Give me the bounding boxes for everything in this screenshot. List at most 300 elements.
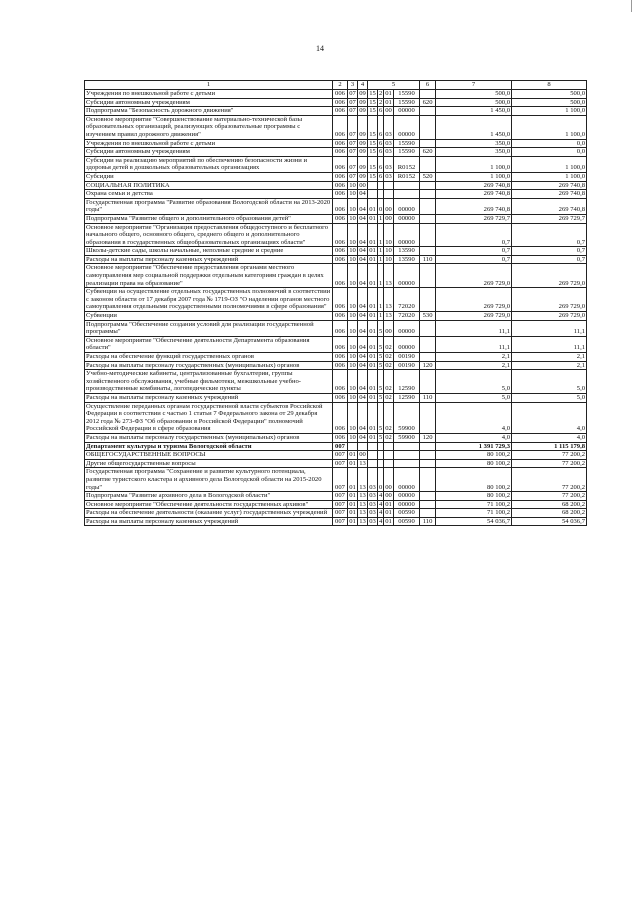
row-sum-2019: 77 200,2: [512, 451, 587, 460]
row-sum-2018: 269 729,0: [436, 264, 512, 288]
row-activity-code: 03: [384, 115, 394, 139]
row-subprogram-code: 5: [379, 353, 383, 360]
table-row: [85, 264, 587, 288]
row-program-code: 01: [368, 288, 378, 312]
table-row: [85, 139, 587, 148]
row-ministry-code: 007: [333, 468, 348, 492]
table-row: [85, 255, 587, 264]
row-activity-code: 13: [385, 312, 392, 320]
row-type-code: [420, 336, 436, 352]
row-program-code: 15: [369, 98, 376, 106]
row-type-code: [420, 442, 436, 451]
table-row: [85, 214, 587, 223]
row-type-code: [420, 247, 436, 256]
row-sum-2018: 1 450,0: [436, 115, 512, 139]
row-subsection-code: 13: [359, 492, 366, 500]
row-description: Субсидии на реализацию мероприятий по обеспечению безопасности жизни и здоровья детей в дошкольных образовательных организациях: [85, 156, 333, 172]
table-row: [85, 156, 587, 172]
row-ministry-code: 006: [333, 98, 348, 107]
row-activity-code: 00: [385, 107, 392, 115]
row-program-code: 01: [369, 214, 376, 222]
row-section-code: 07: [349, 98, 356, 106]
row-ministry-code: 006: [333, 264, 348, 288]
row-ministry-code: 007: [333, 517, 348, 526]
row-activity-code: 00: [384, 320, 394, 336]
row-program-code: [368, 442, 378, 451]
row-sum-2019: 269 729,7: [512, 214, 587, 223]
table-row: [85, 492, 587, 501]
row-subsection-code: 13: [359, 500, 366, 508]
row-program-code: [368, 190, 378, 199]
row-expense-code: 00000: [394, 336, 420, 352]
row-type-code: 620: [420, 98, 436, 107]
row-activity-code: 03: [385, 139, 392, 147]
row-section-code: 01: [348, 468, 358, 492]
row-expense-code: 13590: [394, 255, 420, 264]
row-description: Основное мероприятие "Обеспечение деятельности государственных архивов": [85, 500, 333, 509]
row-program-code: 15: [369, 139, 376, 147]
row-ministry-code: 006: [333, 156, 348, 172]
row-subprogram-code: 1: [378, 223, 384, 247]
row-ministry-code: 006: [333, 255, 348, 264]
row-program-code: 03: [369, 500, 376, 508]
row-activity-code: 02: [384, 370, 394, 394]
row-expense-code: [394, 459, 420, 468]
row-subprogram-code: 5: [378, 370, 384, 394]
row-sum-2019: 0,7: [512, 255, 587, 264]
row-activity-code: 02: [385, 393, 392, 401]
row-sum-2018: 80 100,2: [436, 451, 512, 460]
table-row: [85, 223, 587, 247]
row-ministry-code: 006: [333, 312, 348, 321]
row-sum-2018: 54 036,7: [436, 517, 512, 526]
row-description: Расходы на выплаты персоналу казенных учреждений: [85, 255, 333, 264]
row-activity-code: 01: [385, 509, 392, 517]
table-row: [85, 198, 587, 214]
row-sum-2018: 11,1: [436, 336, 512, 352]
row-sum-2019: 269 729,0: [512, 264, 587, 288]
row-expense-code: 00000: [394, 214, 420, 223]
row-subsection-code: 13: [359, 509, 366, 517]
row-sum-2018: 5,0: [436, 370, 512, 394]
row-subprogram-code: 6: [378, 156, 384, 172]
row-program-code: 15: [368, 115, 378, 139]
row-subsection-code: 04: [359, 433, 366, 441]
row-sum-2019: 269 740,8: [512, 198, 587, 214]
row-section-code: 10: [349, 393, 356, 401]
row-sum-2018: 269 740,8: [436, 181, 512, 190]
row-sum-2018: 0,7: [436, 223, 512, 247]
row-expense-code: 00000: [394, 320, 420, 336]
row-description: Департамент культуры и туризма Вологодской области: [85, 442, 333, 451]
row-subprogram-code: 6: [379, 172, 383, 180]
row-sum-2018: 269 740,8: [436, 198, 512, 214]
row-type-code: [420, 500, 436, 509]
row-section-code: 10: [349, 312, 356, 320]
row-subprogram-code: 6: [378, 115, 384, 139]
row-section-code: 10: [348, 198, 358, 214]
row-expense-code: 15590: [394, 148, 420, 157]
row-description: Учреждения по внешкольной работе с детьми: [85, 139, 333, 148]
row-program-code: 01: [368, 402, 378, 433]
row-ministry-code: 006: [333, 139, 348, 148]
row-subsection-code: 04: [358, 288, 368, 312]
row-expense-code: [394, 181, 420, 190]
row-expense-code: 00000: [394, 115, 420, 139]
header-cell: 1: [85, 81, 333, 90]
row-subprogram-code: 1: [379, 312, 383, 320]
row-program-code: 03: [369, 517, 376, 525]
row-sum-2018: 80 100,2: [436, 468, 512, 492]
row-program-code: 15: [369, 148, 376, 156]
row-subsection-code: 04: [359, 247, 366, 255]
row-sum-2018: 5,0: [436, 393, 512, 402]
row-program-code: 01: [368, 370, 378, 394]
row-sum-2018: 1 450,0: [436, 107, 512, 116]
row-sum-2018: 11,1: [436, 320, 512, 336]
row-section-code: 01: [349, 500, 356, 508]
row-sum-2019: 1 100,0: [512, 107, 587, 116]
row-sum-2018: 0,7: [436, 247, 512, 256]
row-type-code: [420, 107, 436, 116]
row-sum-2018: 1 100,0: [436, 156, 512, 172]
row-description: Школы-детские сады, школы начальные, неполные средние и средние: [85, 247, 333, 256]
row-program-code: 03: [369, 492, 376, 500]
row-description: Учреждения по внешкольной работе с детьми: [85, 90, 333, 99]
row-type-code: [420, 139, 436, 148]
row-type-code: [420, 181, 436, 190]
row-description: Подпрограмма "Безопасность дорожного движения": [85, 107, 333, 116]
row-activity-code: 00: [384, 198, 394, 214]
row-section-code: 10: [349, 255, 356, 263]
row-type-code: [420, 509, 436, 518]
row-sum-2019: 0,7: [512, 223, 587, 247]
row-ministry-code: 006: [333, 190, 348, 199]
row-subprogram-code: 6: [379, 139, 383, 147]
row-activity-code: 03: [384, 156, 394, 172]
row-activity-code: [384, 459, 394, 468]
row-activity-code: 10: [385, 247, 392, 255]
row-activity-code: 10: [385, 255, 392, 263]
row-expense-code: 72020: [394, 288, 420, 312]
row-sum-2018: 269 740,8: [436, 190, 512, 199]
row-type-code: [420, 90, 436, 99]
row-subprogram-code: 1: [378, 288, 384, 312]
row-sum-2019: 77 200,2: [512, 492, 587, 501]
row-expense-code: R0152: [394, 172, 420, 181]
row-expense-code: 00000: [394, 264, 420, 288]
row-type-code: 120: [420, 433, 436, 442]
row-type-code: [420, 468, 436, 492]
header-cell: 8: [512, 81, 587, 90]
row-sum-2018: 0,7: [436, 255, 512, 264]
row-section-code: 10: [349, 190, 356, 198]
row-subsection-code: 04: [358, 198, 368, 214]
row-sum-2018: 500,0: [436, 98, 512, 107]
row-subprogram-code: 1: [379, 214, 383, 222]
row-expense-code: 15590: [394, 98, 420, 107]
row-expense-code: 00000: [394, 223, 420, 247]
row-subprogram-code: 5: [379, 393, 383, 401]
row-ministry-code: 007: [333, 492, 348, 501]
row-sum-2018: 4,0: [436, 402, 512, 433]
row-sum-2018: 2,1: [436, 353, 512, 362]
table-row: [85, 115, 587, 139]
row-subsection-code: 09: [358, 115, 368, 139]
row-type-code: [420, 320, 436, 336]
row-sum-2019: 0,0: [512, 148, 587, 157]
row-sum-2019: 54 036,7: [512, 517, 587, 526]
row-subprogram-code: 5: [379, 361, 383, 369]
row-subsection-code: [358, 442, 368, 451]
row-subsection-code: 13: [359, 517, 366, 525]
row-type-code: [420, 223, 436, 247]
row-subsection-code: 09: [358, 156, 368, 172]
budget-table: [84, 80, 587, 526]
row-activity-code: 13: [384, 264, 394, 288]
row-type-code: 120: [420, 361, 436, 370]
row-subsection-code: 04: [358, 320, 368, 336]
row-ministry-code: 006: [333, 402, 348, 433]
row-ministry-code: 006: [333, 393, 348, 402]
row-description: Подпрограмма "Развитие общего и дополнительного образования детей": [85, 214, 333, 223]
row-description: СОЦИАЛЬНАЯ ПОЛИТИКА: [85, 181, 333, 190]
row-sum-2019: 1 100,0: [512, 115, 587, 139]
row-sum-2019: 269 740,8: [512, 181, 587, 190]
table-row: [85, 336, 587, 352]
row-activity-code: 13: [384, 288, 394, 312]
header-cell: 3: [348, 81, 358, 90]
row-expense-code: 00190: [394, 361, 420, 370]
row-subprogram-code: 5: [378, 320, 384, 336]
table-row: [85, 361, 587, 370]
row-sum-2019: 68 200,2: [512, 500, 587, 509]
row-description: Подпрограмма "Развитие архивного дела в Вологодской области": [85, 492, 333, 501]
row-expense-code: 00000: [394, 468, 420, 492]
row-expense-code: 00590: [394, 509, 420, 518]
row-type-code: [420, 402, 436, 433]
row-section-code: 07: [349, 148, 356, 156]
table-row: [85, 459, 587, 468]
row-description: Расходы на обеспечение деятельности (оказание услуг) государственных учреждений: [85, 509, 333, 518]
row-expense-code: [394, 442, 420, 451]
row-type-code: 110: [420, 393, 436, 402]
row-subsection-code: 04: [359, 312, 366, 320]
row-program-code: 01: [369, 255, 376, 263]
row-sum-2019: 269 740,8: [512, 190, 587, 199]
row-program-code: 01: [368, 336, 378, 352]
row-type-code: 530: [420, 312, 436, 321]
row-section-code: 01: [349, 492, 356, 500]
table-row: [85, 517, 587, 526]
row-expense-code: 00000: [394, 500, 420, 509]
row-sum-2019: 4,0: [512, 433, 587, 442]
row-subsection-code: 04: [359, 393, 366, 401]
row-type-code: [420, 288, 436, 312]
row-program-code: 15: [369, 107, 376, 115]
table-row: [85, 433, 587, 442]
row-type-code: 620: [420, 148, 436, 157]
row-subsection-code: 04: [358, 223, 368, 247]
page-edge-mark: [631, 0, 632, 12]
row-subprogram-code: 2: [379, 90, 383, 97]
row-subsection-code: 04: [358, 402, 368, 433]
row-expense-code: [394, 190, 420, 199]
row-expense-code: 00000: [394, 107, 420, 116]
row-ministry-code: 006: [333, 172, 348, 181]
table-row: [85, 172, 587, 181]
row-section-code: 01: [349, 517, 356, 525]
row-activity-code: 03: [385, 172, 392, 180]
row-expense-code: 13590: [394, 247, 420, 256]
row-expense-code: 00000: [394, 492, 420, 501]
row-ministry-code: 006: [333, 198, 348, 214]
row-program-code: [368, 181, 378, 190]
row-activity-code: 03: [385, 148, 392, 156]
row-section-code: 07: [349, 172, 356, 180]
row-activity-code: [384, 190, 394, 199]
row-ministry-code: 007: [333, 442, 348, 451]
row-sum-2019: 500,0: [512, 90, 587, 99]
page-number: 14: [316, 44, 324, 53]
row-type-code: [420, 451, 436, 460]
row-activity-code: 02: [384, 336, 394, 352]
row-sum-2019: 1 115 179,8: [512, 442, 587, 451]
row-subsection-code: 00: [359, 181, 366, 189]
row-sum-2018: 1 100,0: [436, 172, 512, 181]
row-section-code: 10: [349, 361, 356, 369]
row-sum-2018: 350,0: [436, 139, 512, 148]
row-type-code: [420, 353, 436, 362]
row-expense-code: 12590: [394, 393, 420, 402]
row-type-code: [420, 492, 436, 501]
row-ministry-code: 007: [333, 509, 348, 518]
row-description: Другие общегосударственные вопросы: [85, 459, 333, 468]
row-ministry-code: 006: [333, 433, 348, 442]
row-subsection-code: 04: [358, 336, 368, 352]
header-cell: 2: [333, 81, 348, 90]
row-section-code: 10: [349, 433, 356, 441]
row-description: Государственная программа "Сохранение и развитие культурного потенциала, развитие туристского кластера и архивного дела Вологодской области на 2015-2020 годы": [85, 468, 333, 492]
row-subsection-code: 09: [359, 148, 366, 156]
row-description: Субвенции на осуществление отдельных государственных полномочий в соответствии с законом области от 17 декабря 2007 года № 1719-ОЗ "О наделении органов местного самоуправления отдельными государственными полномочиями в сфере образования": [85, 288, 333, 312]
row-section-code: 07: [349, 107, 356, 115]
row-expense-code: [394, 451, 420, 460]
row-section-code: 07: [348, 115, 358, 139]
row-sum-2019: 269 729,0: [512, 312, 587, 321]
row-expense-code: 59900: [394, 402, 420, 433]
row-subsection-code: 13: [359, 459, 366, 467]
row-description: Основное мероприятие "Организация предоставления общедоступного и бесплатного начального общего, основного общего, среднего общего и дополнительного образования в государственных общеобразовательных организациях области": [85, 223, 333, 247]
row-sum-2019: 2,1: [512, 353, 587, 362]
row-section-code: 10: [349, 214, 356, 222]
row-subsection-code: 04: [359, 353, 366, 360]
table-row: [85, 288, 587, 312]
row-subsection-code: 04: [359, 190, 366, 198]
table-row: [85, 393, 587, 402]
row-section-code: 10: [349, 181, 356, 189]
row-expense-code: 12590: [394, 370, 420, 394]
row-program-code: 15: [369, 172, 376, 180]
row-description: Государственная программа "Развитие образования Вологодской области на 2013-2020 годы": [85, 198, 333, 214]
row-sum-2019: 0,7: [512, 247, 587, 256]
table-row: [85, 90, 587, 99]
row-subprogram-code: 4: [379, 509, 383, 517]
row-subsection-code: 04: [359, 214, 366, 222]
row-sum-2018: 2,1: [436, 361, 512, 370]
row-sum-2019: 5,0: [512, 370, 587, 394]
row-subsection-code: 09: [359, 107, 366, 115]
row-expense-code: 15590: [394, 139, 420, 148]
row-program-code: 01: [369, 433, 376, 441]
row-type-code: 110: [420, 255, 436, 264]
row-sum-2019: 1 100,0: [512, 172, 587, 181]
row-program-code: 15: [368, 156, 378, 172]
row-type-code: [420, 459, 436, 468]
row-program-code: 01: [369, 312, 376, 320]
row-subsection-code: 09: [359, 139, 366, 147]
table-row: [85, 442, 587, 451]
row-ministry-code: 006: [333, 370, 348, 394]
row-type-code: [420, 370, 436, 394]
row-sum-2018: 269 729,0: [436, 312, 512, 321]
row-program-code: 01: [368, 264, 378, 288]
row-description: Субсидии автономным учреждениям: [85, 98, 333, 107]
row-section-code: 10: [348, 288, 358, 312]
row-expense-code: 15590: [394, 90, 420, 99]
row-section-code: [348, 442, 358, 451]
row-activity-code: 01: [385, 90, 392, 97]
row-program-code: [368, 451, 378, 460]
row-sum-2018: 269 729,7: [436, 214, 512, 223]
row-subsection-code: 09: [359, 98, 366, 106]
row-ministry-code: 006: [333, 115, 348, 139]
row-sum-2018: 71 100,2: [436, 509, 512, 518]
row-ministry-code: 006: [333, 223, 348, 247]
row-type-code: [420, 214, 436, 223]
row-activity-code: 02: [385, 353, 392, 360]
row-sum-2019: 5,0: [512, 393, 587, 402]
row-ministry-code: 006: [333, 214, 348, 223]
row-program-code: 15: [369, 90, 376, 97]
row-subsection-code: 04: [358, 264, 368, 288]
row-description: Расходы на выплаты персоналу казенных учреждений: [85, 517, 333, 526]
row-subsection-code: 13: [358, 468, 368, 492]
row-sum-2019: 269 729,0: [512, 288, 587, 312]
row-ministry-code: 007: [333, 500, 348, 509]
row-program-code: 01: [368, 320, 378, 336]
row-expense-code: 00190: [394, 353, 420, 362]
row-type-code: 520: [420, 172, 436, 181]
row-subprogram-code: 0: [378, 468, 384, 492]
row-ministry-code: 007: [333, 459, 348, 468]
table-row: [85, 98, 587, 107]
table-row: [85, 181, 587, 190]
row-section-code: 10: [349, 353, 356, 360]
row-activity-code: 10: [384, 223, 394, 247]
table-row: [85, 247, 587, 256]
row-sum-2019: 1 100,0: [512, 156, 587, 172]
row-expense-code: 00000: [394, 198, 420, 214]
row-subprogram-code: 5: [378, 336, 384, 352]
row-description: Субсидии автономным учреждениям: [85, 148, 333, 157]
row-sum-2018: 80 100,2: [436, 459, 512, 468]
row-activity-code: [384, 442, 394, 451]
row-subprogram-code: 1: [379, 255, 383, 263]
table-row: [85, 509, 587, 518]
row-activity-code: 02: [384, 402, 394, 433]
row-activity-code: 02: [385, 361, 392, 369]
